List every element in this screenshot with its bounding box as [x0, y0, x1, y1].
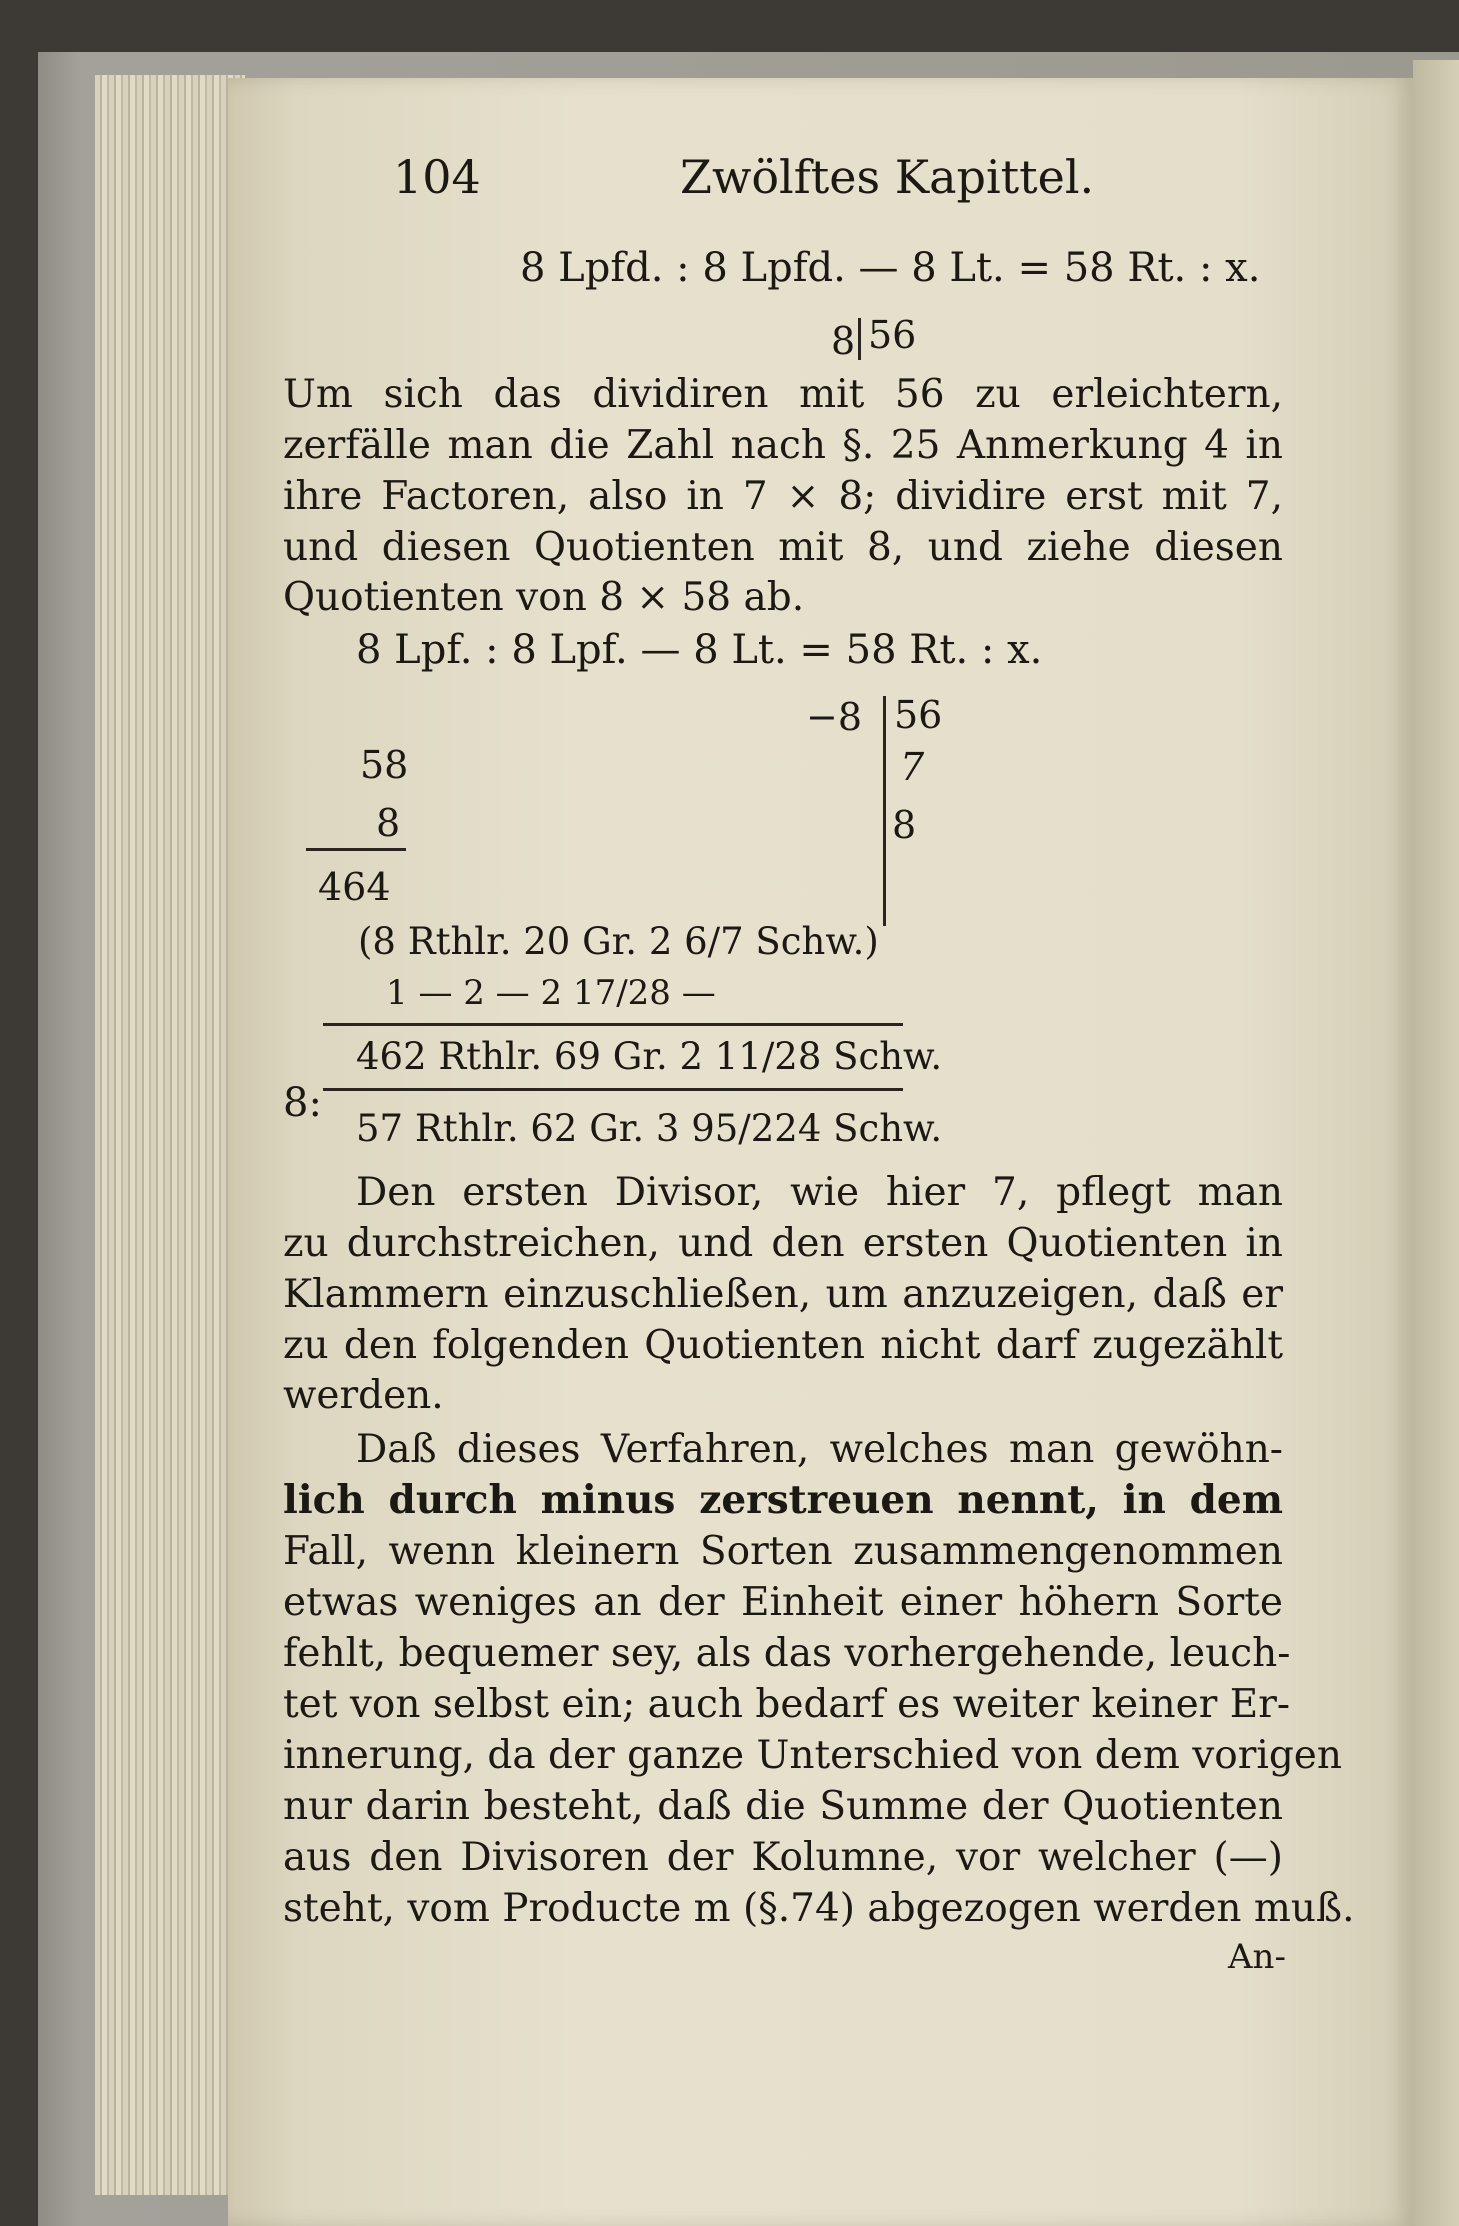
text-line: fehlt, bequemer sey, als das vorhergehende, leuch-: [283, 1631, 1291, 1676]
text-line: Daß dieses Verfahren, welches man gewöhn-: [356, 1427, 1283, 1472]
text-line: innerung, da der ganze Unterschied von dem vorigen: [283, 1733, 1342, 1778]
proportion-line-2: 8 Lpf. : 8 Lpf. — 8 Lt. = 58 Rt. : x.: [356, 627, 1043, 673]
division-bar-1: [858, 318, 861, 360]
factor-7-struck: 7: [900, 745, 925, 789]
text-line: steht, vom Producte m (§.74) abgezogen werden muß.: [283, 1886, 1355, 1931]
text-line: aus den Divisoren der Kolumne, vor welcher (—): [283, 1835, 1283, 1880]
text-line: werden.: [283, 1373, 444, 1418]
divisor-1: 8: [831, 319, 856, 363]
negative-divisor: −8: [806, 695, 863, 739]
text-line: Um sich das dividiren mit 56 zu erleichtern,: [283, 372, 1283, 417]
text-line: lich durch minus zerstreuen nennt, in dem: [283, 1477, 1283, 1523]
text-line: zerfälle man die Zahl nach §. 25 Anmerkung 4 in: [283, 423, 1283, 468]
product: 464: [318, 865, 391, 909]
book-page: [228, 78, 1413, 2226]
text-line: nur darin besteht, daß die Summe der Quotienten: [283, 1784, 1283, 1829]
quotient-rule: [323, 1088, 903, 1091]
text-line: tet von selbst ein; auch bedarf es weiter keiner Er-: [283, 1682, 1291, 1727]
factor-56: 56: [894, 693, 943, 737]
remainder-line: 462 Rthlr. 69 Gr. 2 11/28 Schw.: [356, 1035, 943, 1078]
result-line: 57 Rthlr. 62 Gr. 3 95/224 Schw.: [356, 1107, 943, 1150]
subtraction-rule: [323, 1023, 903, 1026]
text-line: etwas weniges an der Einheit einer höhern Sorte: [283, 1580, 1283, 1625]
product-rule: [306, 848, 406, 851]
chapter-title: Zwölftes Kapittel.: [680, 150, 1095, 204]
text-line: Fall, wenn kleinern Sorten zusammengenommen: [283, 1529, 1283, 1574]
dividend-1: 56: [868, 313, 917, 357]
text-line: Klammern einzuschließen, um anzuzeigen, daß er: [283, 1272, 1283, 1317]
multiplier: 8: [376, 801, 401, 845]
text-line: zu den folgenden Quotienten nicht darf zugezählt: [283, 1323, 1283, 1368]
text-line: ihre Factoren, also in 7 × 8; dividire erst mit 7,: [283, 474, 1283, 519]
page-number: 104: [393, 150, 481, 204]
multiplicand: 58: [360, 743, 409, 787]
subtraction-line: 1 — 2 — 2 17/28 —: [386, 973, 716, 1013]
text-line: Den ersten Divisor, wie hier 7, pflegt man: [356, 1170, 1283, 1215]
text-line: und diesen Quotienten mit 8, und ziehe diesen: [283, 525, 1283, 570]
proportion-line-1: 8 Lpfd. : 8 Lpfd. — 8 Lt. = 58 Rt. : x.: [520, 245, 1261, 291]
factor-8: 8: [892, 803, 917, 847]
page-edges: [95, 75, 245, 2195]
text-line: zu durchstreichen, und den ersten Quotienten in: [283, 1221, 1283, 1266]
text-line: Quotienten von 8 × 58 ab.: [283, 575, 805, 620]
divisor-label: 8:: [283, 1080, 322, 1126]
bracket-quotient: (8 Rthlr. 20 Gr. 2 6/7 Schw.): [358, 920, 879, 963]
division-bar-2: [883, 696, 886, 926]
facing-page-edge: [1413, 60, 1459, 2226]
catchword: An-: [1228, 1937, 1286, 1977]
